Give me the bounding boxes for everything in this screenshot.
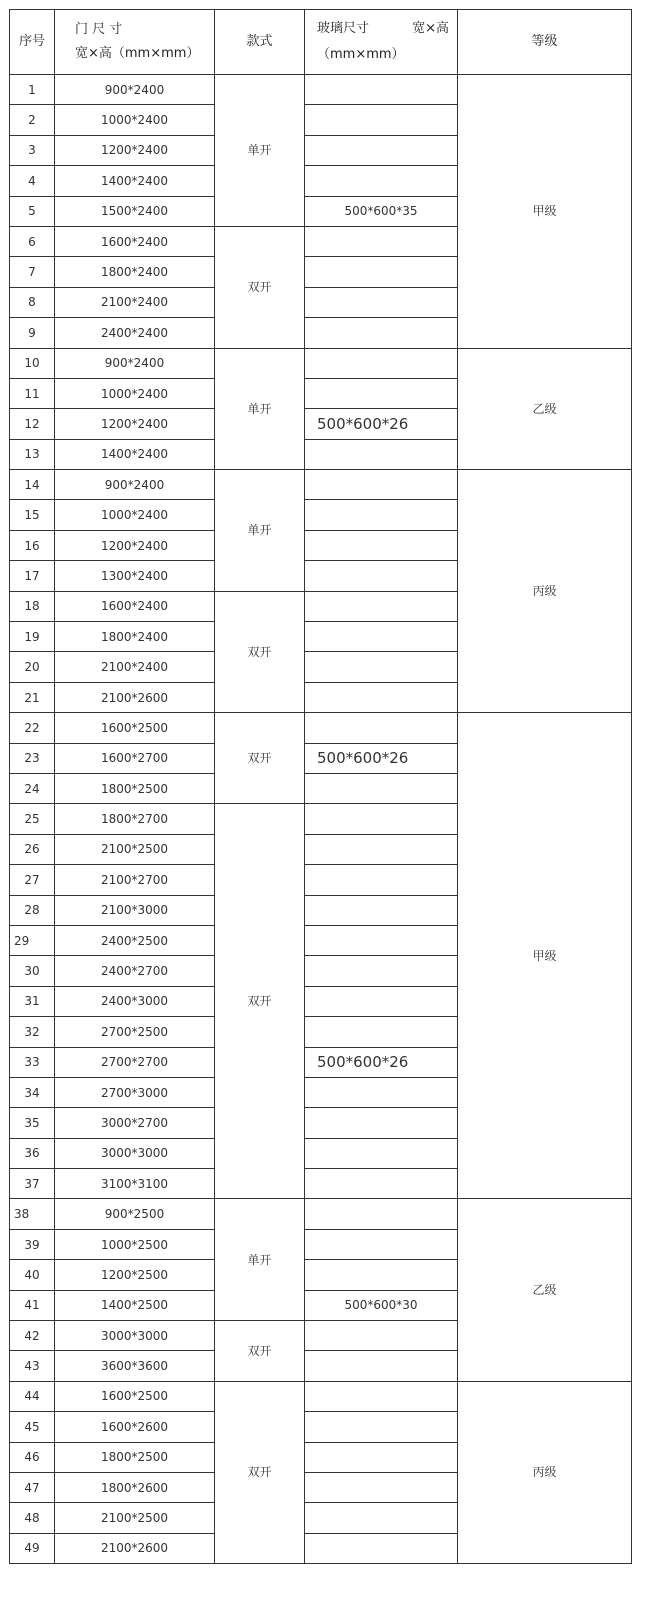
- door-size-cell: 1400*2400: [55, 166, 215, 196]
- door-size-cell: 1600*2400: [55, 226, 215, 256]
- row-number: 37: [10, 1169, 55, 1199]
- glass-size-cell: [305, 257, 458, 287]
- style-cell: 单开: [215, 348, 305, 470]
- door-size-cell: 2100*2700: [55, 865, 215, 895]
- door-size-cell: 1000*2400: [55, 105, 215, 135]
- door-size-cell: 1000*2400: [55, 378, 215, 408]
- row-number: 21: [10, 682, 55, 712]
- table-row: [10, 1199, 632, 1229]
- style-cell: 单开: [215, 470, 305, 592]
- glass-size-cell: [305, 226, 458, 256]
- glass-size-cell: [305, 1138, 458, 1168]
- row-number: 2: [10, 105, 55, 135]
- row-number: 39: [10, 1229, 55, 1259]
- glass-size-cell: [305, 1503, 458, 1533]
- header-glass-line1-left: 玻璃尺寸: [317, 21, 370, 36]
- row-number: 45: [10, 1412, 55, 1442]
- row-number: 42: [10, 1321, 55, 1351]
- glass-size-cell: [305, 166, 458, 196]
- table-row: [10, 470, 632, 500]
- door-size-cell: 1200*2400: [55, 135, 215, 165]
- header-glass-line2: （mm×mm）: [317, 47, 405, 62]
- row-number: 13: [10, 439, 55, 469]
- style-cell: 双开: [215, 1321, 305, 1382]
- door-size-cell: 3000*3000: [55, 1138, 215, 1168]
- table-row: [10, 713, 632, 743]
- glass-size-cell: [305, 986, 458, 1016]
- row-number: 19: [10, 622, 55, 652]
- door-size-cell: 2100*2400: [55, 652, 215, 682]
- glass-size-cell: [305, 1472, 458, 1502]
- door-size-cell: 1800*2500: [55, 773, 215, 803]
- door-size-cell: 900*2500: [55, 1199, 215, 1229]
- glass-size-cell: [305, 591, 458, 621]
- door-size-cell: 900*2400: [55, 470, 215, 500]
- row-number: 22: [10, 713, 55, 743]
- row-number: 11: [10, 378, 55, 408]
- row-number: 20: [10, 652, 55, 682]
- glass-size-cell: [305, 1351, 458, 1381]
- door-size-cell: 1400*2500: [55, 1290, 215, 1320]
- row-number: 48: [10, 1503, 55, 1533]
- style-cell: 双开: [215, 591, 305, 713]
- door-size-cell: 1600*2600: [55, 1412, 215, 1442]
- glass-size-cell: [305, 865, 458, 895]
- row-number: 27: [10, 865, 55, 895]
- row-number: 43: [10, 1351, 55, 1381]
- header-glass-line1-right: 宽×高: [412, 21, 449, 36]
- header-glass-size: [305, 10, 458, 75]
- row-number: 1: [10, 75, 55, 105]
- row-number: 25: [10, 804, 55, 834]
- door-size-cell: 2400*3000: [55, 986, 215, 1016]
- door-size-cell: 2100*2600: [55, 1533, 215, 1563]
- door-size-cell: 2700*2700: [55, 1047, 215, 1077]
- door-size-cell: 3000*2700: [55, 1108, 215, 1138]
- glass-size-cell: [305, 561, 458, 591]
- door-size-cell: 900*2400: [55, 348, 215, 378]
- row-number: 24: [10, 773, 55, 803]
- glass-size-cell: [305, 1229, 458, 1259]
- row-number: 8: [10, 287, 55, 317]
- door-size-cell: 1000*2500: [55, 1229, 215, 1259]
- glass-size-cell: [305, 773, 458, 803]
- door-size-cell: 1500*2400: [55, 196, 215, 226]
- door-size-cell: 2700*3000: [55, 1077, 215, 1107]
- row-number: 12: [10, 409, 55, 439]
- door-size-cell: 1600*2700: [55, 743, 215, 773]
- door-size-cell: 2100*3000: [55, 895, 215, 925]
- glass-size-cell: 500*600*30: [305, 1290, 458, 1320]
- glass-size-cell: [305, 1017, 458, 1047]
- door-size-cell: 1000*2400: [55, 500, 215, 530]
- style-cell: 双开: [215, 226, 305, 348]
- table-header-row: [10, 10, 632, 75]
- row-number: 5: [10, 196, 55, 226]
- glass-size-cell: [305, 713, 458, 743]
- table-row: [10, 1381, 632, 1411]
- door-size-cell: 1800*2400: [55, 257, 215, 287]
- style-cell: 单开: [215, 75, 305, 227]
- row-number: 41: [10, 1290, 55, 1320]
- row-number: 35: [10, 1108, 55, 1138]
- row-number: 9: [10, 318, 55, 348]
- glass-size-cell: [305, 956, 458, 986]
- row-number: 46: [10, 1442, 55, 1472]
- door-size-cell: 2400*2700: [55, 956, 215, 986]
- row-number: 15: [10, 500, 55, 530]
- glass-size-cell: [305, 470, 458, 500]
- door-size-cell: 3600*3600: [55, 1351, 215, 1381]
- row-number: 6: [10, 226, 55, 256]
- glass-size-cell: [305, 1442, 458, 1472]
- grade-cell: 乙级: [458, 348, 632, 470]
- grade-cell: 甲级: [458, 713, 632, 1199]
- row-number: 36: [10, 1138, 55, 1168]
- row-number: 14: [10, 470, 55, 500]
- door-size-cell: 1800*2500: [55, 1442, 215, 1472]
- glass-size-cell: [305, 1321, 458, 1351]
- row-number: 38: [10, 1199, 55, 1229]
- door-size-cell: 3100*3100: [55, 1169, 215, 1199]
- glass-size-cell: [305, 75, 458, 105]
- door-size-cell: 2100*2600: [55, 682, 215, 712]
- grade-cell: 甲级: [458, 75, 632, 349]
- door-size-cell: 1600*2500: [55, 713, 215, 743]
- door-size-cell: 1800*2700: [55, 804, 215, 834]
- glass-size-cell: [305, 834, 458, 864]
- door-size-cell: 3000*3000: [55, 1321, 215, 1351]
- style-cell: 双开: [215, 1381, 305, 1563]
- door-size-cell: 1200*2500: [55, 1260, 215, 1290]
- door-size-cell: 2100*2400: [55, 287, 215, 317]
- door-size-cell: 2400*2500: [55, 925, 215, 955]
- grade-cell: 丙级: [458, 470, 632, 713]
- row-number: 18: [10, 591, 55, 621]
- glass-size-cell: [305, 378, 458, 408]
- row-number: 28: [10, 895, 55, 925]
- header-seq: 序号: [10, 10, 55, 75]
- glass-size-cell: [305, 287, 458, 317]
- door-size-cell: 2100*2500: [55, 834, 215, 864]
- row-number: 40: [10, 1260, 55, 1290]
- glass-size-cell: [305, 622, 458, 652]
- glass-size-cell: [305, 652, 458, 682]
- door-spec-table: [9, 9, 632, 1564]
- row-number: 4: [10, 166, 55, 196]
- grade-cell: 乙级: [458, 1199, 632, 1381]
- glass-size-cell: [305, 135, 458, 165]
- glass-size-cell: [305, 105, 458, 135]
- door-size-cell: 1300*2400: [55, 561, 215, 591]
- door-size-cell: 2400*2400: [55, 318, 215, 348]
- glass-size-cell: [305, 895, 458, 925]
- glass-size-cell: 500*600*26: [305, 743, 458, 773]
- row-number: 32: [10, 1017, 55, 1047]
- door-size-cell: 1200*2400: [55, 409, 215, 439]
- table-row: [10, 348, 632, 378]
- glass-size-cell: [305, 439, 458, 469]
- style-cell: 双开: [215, 713, 305, 804]
- table-row: [10, 75, 632, 105]
- row-number: 34: [10, 1077, 55, 1107]
- row-number: 10: [10, 348, 55, 378]
- glass-size-cell: [305, 1199, 458, 1229]
- door-size-cell: 2100*2500: [55, 1503, 215, 1533]
- row-number: 33: [10, 1047, 55, 1077]
- glass-size-cell: [305, 1260, 458, 1290]
- glass-size-cell: [305, 1412, 458, 1442]
- glass-size-cell: [305, 530, 458, 560]
- header-door-size: [55, 10, 215, 75]
- door-size-cell: 1600*2400: [55, 591, 215, 621]
- row-number: 47: [10, 1472, 55, 1502]
- row-number: 17: [10, 561, 55, 591]
- header-door-size-line2: 宽×高（mm×mm）: [75, 46, 200, 61]
- header-door-size-line1: 门 尺 寸: [75, 22, 123, 37]
- door-size-cell: 1800*2400: [55, 622, 215, 652]
- row-number: 23: [10, 743, 55, 773]
- door-size-cell: 1400*2400: [55, 439, 215, 469]
- glass-size-cell: [305, 682, 458, 712]
- row-number: 31: [10, 986, 55, 1016]
- glass-size-cell: 500*600*26: [305, 409, 458, 439]
- glass-size-cell: 500*600*26: [305, 1047, 458, 1077]
- glass-size-cell: [305, 1533, 458, 1563]
- row-number: 49: [10, 1533, 55, 1563]
- glass-size-cell: [305, 348, 458, 378]
- glass-size-cell: [305, 1381, 458, 1411]
- glass-size-cell: [305, 500, 458, 530]
- glass-size-cell: [305, 1108, 458, 1138]
- header-style: 款式: [215, 10, 305, 75]
- style-cell: 双开: [215, 804, 305, 1199]
- door-size-cell: 2700*2500: [55, 1017, 215, 1047]
- door-size-cell: 1600*2500: [55, 1381, 215, 1411]
- row-number: 29: [10, 925, 55, 955]
- glass-size-cell: [305, 1169, 458, 1199]
- door-size-cell: 1200*2400: [55, 530, 215, 560]
- grade-cell: 丙级: [458, 1381, 632, 1563]
- glass-size-cell: 500*600*35: [305, 196, 458, 226]
- glass-size-cell: [305, 318, 458, 348]
- header-grade: 等级: [458, 10, 632, 75]
- row-number: 30: [10, 956, 55, 986]
- style-cell: 单开: [215, 1199, 305, 1321]
- row-number: 3: [10, 135, 55, 165]
- door-size-cell: 1800*2600: [55, 1472, 215, 1502]
- row-number: 7: [10, 257, 55, 287]
- row-number: 26: [10, 834, 55, 864]
- row-number: 16: [10, 530, 55, 560]
- glass-size-cell: [305, 925, 458, 955]
- glass-size-cell: [305, 804, 458, 834]
- row-number: 44: [10, 1381, 55, 1411]
- door-size-cell: 900*2400: [55, 75, 215, 105]
- glass-size-cell: [305, 1077, 458, 1107]
